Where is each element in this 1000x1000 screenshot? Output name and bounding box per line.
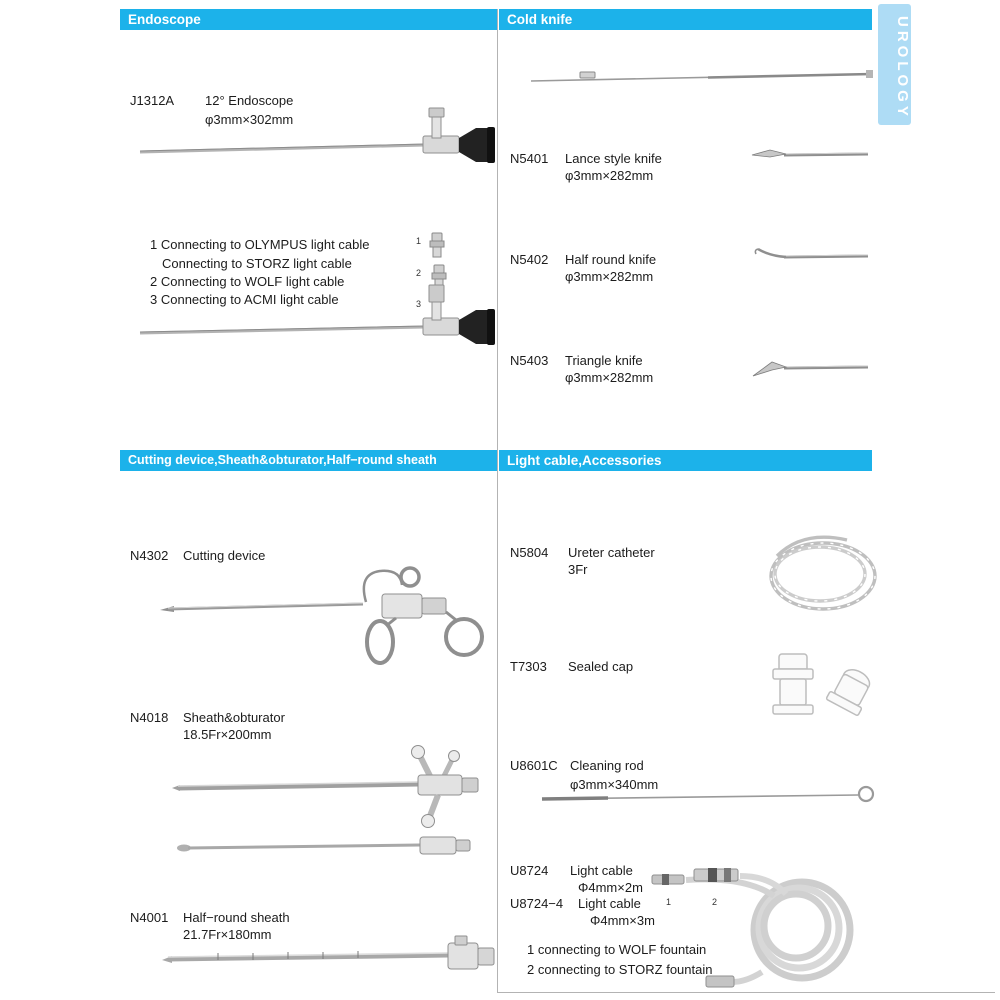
product-code: N5401: [510, 151, 549, 166]
accessory-item-line: [510, 863, 633, 878]
cutting-section-header: Cutting device,Sheath&obturator,Half−round sheath: [120, 450, 497, 471]
product-spec: φ3mm×282mm: [565, 168, 654, 183]
accessories-section-header: Light cable,Accessories: [499, 450, 872, 471]
accessory-item-line: [510, 545, 655, 560]
endoscope-section-header: Endoscope: [120, 9, 497, 30]
product-name: Half−round sheath: [183, 910, 290, 925]
product-code: U8724−4: [510, 896, 564, 911]
product-spec: Φ4mm×3m: [590, 913, 655, 928]
cold-knife-item-line: [510, 353, 643, 368]
accessory-item-line: [510, 659, 633, 674]
bottom-divider: [497, 992, 995, 993]
product-name: Ureter catheter: [568, 545, 655, 560]
cable-connector-label-2: 2: [712, 897, 718, 907]
product-spec: 3Fr: [568, 562, 588, 577]
lance-knife-illustration: [750, 146, 872, 164]
endoscope-code: J1312A: [130, 93, 175, 108]
product-spec: φ3mm×340mm: [570, 777, 659, 792]
product-code: N4302: [130, 548, 169, 563]
ureter-catheter-illustration: [763, 530, 881, 615]
side-tab-label: UROLOGY: [894, 15, 911, 120]
product-name: Triangle knife: [565, 353, 643, 368]
accessory-item-line: [510, 758, 644, 773]
product-name: Lance style knife: [565, 151, 662, 166]
product-name: Half round knife: [565, 252, 657, 267]
product-code: N5403: [510, 353, 549, 368]
cold-knife-item-line: [510, 252, 656, 267]
product-code: N4018: [130, 710, 169, 725]
product-code: U8724: [510, 863, 549, 878]
product-spec: 18.5Fr×200mm: [183, 727, 272, 742]
cold-knife-full-illustration: [528, 64, 875, 92]
product-name: Cleaning rod: [570, 758, 644, 773]
fountain-note-2: 2 connecting to STORZ fountain: [527, 962, 713, 977]
product-spec: 21.7Fr×180mm: [183, 927, 272, 942]
sealed-cap-illustration: [760, 648, 878, 730]
cold-knife-item-line: [510, 151, 662, 166]
product-code: N4001: [130, 910, 169, 925]
half-round-sheath-illustration: [158, 933, 500, 980]
triangle-knife-illustration: [750, 360, 872, 380]
cutting-item-line: [130, 710, 285, 725]
product-spec: φ3mm×282mm: [565, 370, 654, 385]
cutting-item-line: [130, 910, 290, 925]
half-round-knife-illustration: [750, 248, 872, 266]
endoscope-illustration: [135, 103, 500, 168]
light-cable-adapter-1-illustration: [429, 232, 445, 258]
product-spec: φ3mm×282mm: [565, 269, 654, 284]
adapter-label-3: 3: [416, 299, 422, 309]
endoscope-spec: φ3mm×302mm: [205, 112, 294, 127]
adapter-label-2: 2: [416, 268, 422, 278]
cold-knife-section-header: Cold knife: [499, 9, 872, 30]
product-code: N5402: [510, 252, 549, 267]
product-code: T7303: [510, 659, 547, 674]
endoscope-with-adapter-illustration: [135, 283, 500, 348]
product-name: Light cable: [570, 863, 633, 878]
connection-note-1: 1 Connecting to OLYMPUS light cable: [150, 237, 370, 252]
cleaning-rod-illustration: [538, 785, 882, 809]
cutting-device-illustration: [158, 560, 505, 665]
urology-side-tab: [878, 4, 911, 125]
cable-connector-label-1: 1: [666, 897, 672, 907]
product-code: N5804: [510, 545, 549, 560]
product-name: Sheath&obturator: [183, 710, 285, 725]
connection-note-4: 3 Connecting to ACMI light cable: [150, 292, 339, 307]
accessory-item-line: [510, 896, 641, 911]
endoscope-name: 12° Endoscope: [205, 93, 294, 108]
connection-note-2: Connecting to STORZ light cable: [162, 256, 352, 271]
sheath-obturator-illustration: [168, 742, 498, 870]
product-spec: Φ4mm×2m: [578, 880, 643, 895]
product-code: U8601C: [510, 758, 558, 773]
adapter-label-1: 1: [416, 236, 422, 246]
product-name: Cutting device: [183, 548, 266, 563]
fountain-note-1: 1 connecting to WOLF fountain: [527, 942, 707, 957]
connection-note-3: 2 Connecting to WOLF light cable: [150, 274, 345, 289]
product-name: Sealed cap: [568, 659, 634, 674]
product-name: Light cable: [578, 896, 641, 911]
